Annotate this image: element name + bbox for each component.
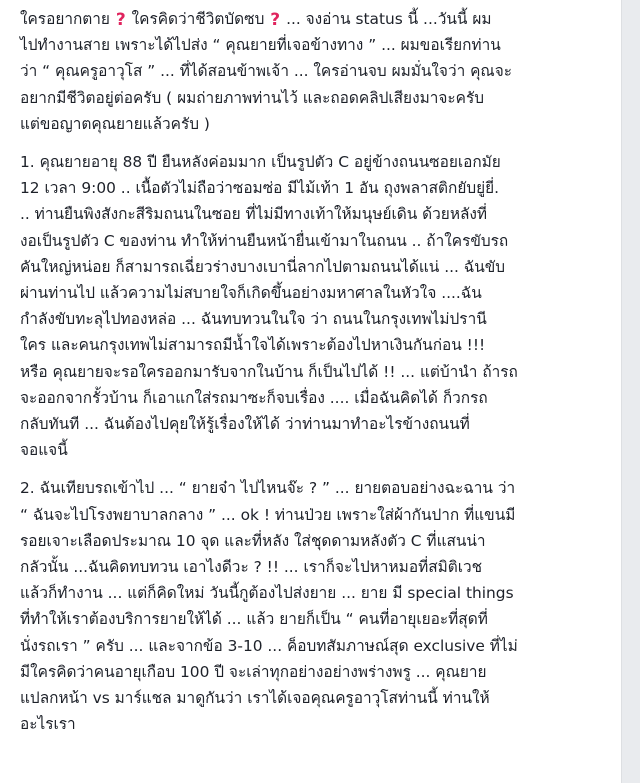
text-line: 2. ฉันเทียบรถเข้าไป ... “ ยายจ๋า ไปไหนจ๊ะ ? ” ... ยายตอบอย่างฉะฉาน ว่า bbox=[20, 479, 516, 498]
text-line: อะไรเรา bbox=[20, 715, 76, 734]
text-line: กลับทันที ... ฉันต้องไปคุยให้รู้เรื่องให้ได้ ว่าท่านมาทำอะไรข้างถนนที่ bbox=[20, 415, 470, 434]
post-text bbox=[20, 6, 618, 749]
paragraph-point-2 bbox=[20, 475, 618, 737]
text-line: ว่า “ คุณครูอาวุโส ” ... ที่ได้สอนข้าพเจ้า ... ใครอ่านจบ ผมมั่นใจว่า คุณจะ bbox=[20, 62, 512, 81]
text-line: ใคร และคนกรุงเทพไม่สามารถมีน้ำใจได้เพราะต้องไปหาเงินกันก่อน !!! bbox=[20, 336, 486, 355]
text-line: แต่ขอญาตคุณยายแล้วครับ ) bbox=[20, 114, 210, 133]
text-line: นั่งรถเรา ” ครับ ... และจากข้อ 3-10 ... ค็อบทสัมภาษณ์สุด exclusive ที่ไม่ bbox=[20, 636, 518, 655]
text-line: งอเป็นรูปตัว C ของท่าน ทำให้ท่านยืนหน้ายื่นเข้ามาในถนน .. ถ้าใครขับรถ bbox=[20, 231, 509, 250]
text-line: ผ่านท่านไป แล้วความไม่สบายใจก็เกิดขึ้นอย่างมหาศาลในหัวใจ ....ฉัน bbox=[20, 284, 482, 303]
text-line: กลัวนั้น ...ฉันคิดทบทวน เอาไงดีวะ ? !! ... เราก็จะไปหาหมอที่สมิติเวช bbox=[20, 558, 483, 577]
text-line: ที่ทำให้เราต้องบริการยายให้ได้ ... แล้ว ยายก็เป็น “ คนที่อายุเยอะที่สุดที่ bbox=[20, 610, 488, 629]
text-line: แล้วก็ทำงาน ... แต่ก็คิดใหม่ วันนี้กูต้องไปส่งยาย ... ยาย มี special things bbox=[20, 584, 514, 603]
text-line: มีใครคิดว่าคนอายุเกือบ 100 ปี จะเล่าทุกอย่างอย่างพร่างพรู ... คุณยาย bbox=[20, 662, 487, 681]
text-line: แปลกหน้า vs มาร์แชล มาดูกันว่า เราได้เจอคุณครูอาวุโสท่านนี้ ท่านให้ bbox=[20, 689, 490, 708]
text-line: 1. คุณยายอายุ 88 ปี ยืนหลังค่อมมาก เป็นรูปตัว C อยู่ข้างถนนซอยเอกมัย bbox=[20, 153, 501, 172]
paragraph-intro bbox=[20, 6, 618, 137]
text-line: .. ท่านยืนพิงสังกะสีริมถนนในซอย ที่ไม่มีทางเท้าให้มนุษย์เดิน ด้วยหลังที่ bbox=[20, 205, 488, 224]
red-question-mark-icon: ? bbox=[115, 10, 126, 30]
text-line: ไปทำงานสาย เพราะได้ไปส่ง “ คุณยายที่เจอข้างทาง ” ... ผมขอเรียกท่าน bbox=[20, 36, 501, 55]
red-question-mark-icon: ? bbox=[270, 10, 281, 30]
text-line: คันใหญ่หน่อย ก็สามารถเฉี่ยวร่างบางเบานี่ลากไปตามถนนได้แน่ ... ฉันขับ bbox=[20, 257, 506, 276]
text-line: จะออกจากรั้วบ้าน ก็เอาแกใส่รถมาซะก็จบเรื่อง .... เมื่อฉันคิดได้ ก็วกรถ bbox=[20, 388, 488, 407]
text-segment: ใครอยากตาย bbox=[20, 10, 110, 28]
paragraph-point-1 bbox=[20, 149, 618, 463]
text-line: อยากมีชีวิตอยู่ต่อครับ ( ผมถ่ายภาพท่านไว้ และถอดคลิปเสียงมาจะครับ bbox=[20, 88, 484, 107]
text-segment: ใครคิดว่าชีวิตบัดซบ bbox=[131, 10, 265, 28]
text-line: จอแจนี้ bbox=[20, 441, 68, 460]
text-line: หรือ คุณยายจะรอใครออกมารับจากในบ้าน ก็เป็นไปได้ !! ... แต่บ้านำ ถ้ารถ bbox=[20, 362, 518, 381]
text-line: “ ฉันจะไปโรงพยาบาลกลาง ” ... ok ! ท่านป่วย เพราะใส่ผ้ากันปาก ที่แขนมี bbox=[20, 505, 516, 524]
text-line: 12 เวลา 9:00 .. เนื้อตัวไม่ถือว่าซอมซ่อ มีไม้เท้า 1 อัน ถุงพลาสติกยับยู่ยี่. bbox=[20, 179, 500, 198]
text-line bbox=[20, 6, 618, 32]
text-segment: ... จงอ่าน status นี้ ...วันนี้ ผม bbox=[286, 10, 492, 28]
text-line: กำลังขับทะลุไปทองหล่อ ... ฉันทบทวนในใจ ว่า ถนนในกรุงเทพไม่ปรานี bbox=[20, 310, 487, 329]
text-line: รอยเจาะเลือดประมาณ 10 จุด และที่หลัง ใส่ชุดดามหลังตัว C ที่แสนน่า bbox=[20, 531, 486, 550]
